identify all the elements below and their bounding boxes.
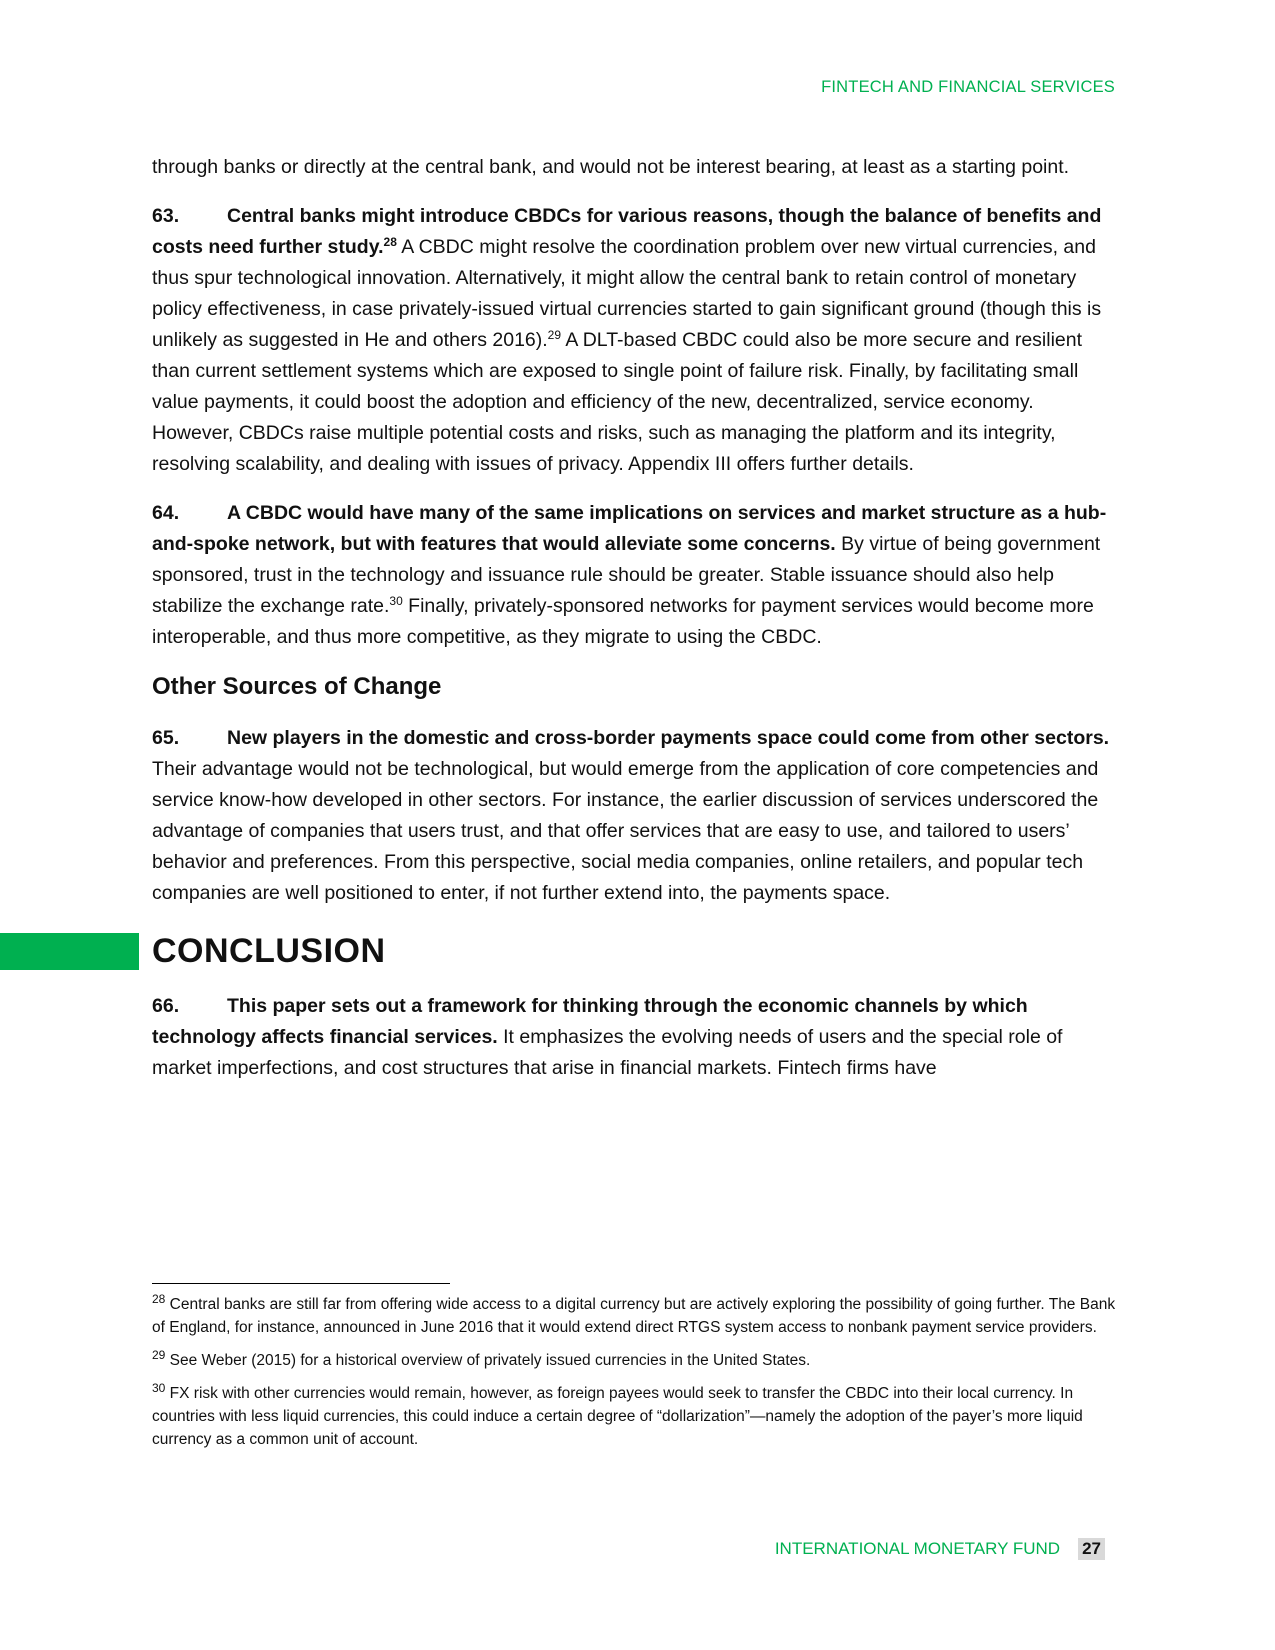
conclusion-heading-block [152, 927, 1115, 975]
paragraph-lead: This paper sets out a framework for thinking through the economic channels by which technology affects financial services. [152, 995, 1028, 1048]
paragraph-lead-text: Central banks might introduce CBDCs for various reasons, though the balance of benefits and costs need further study. [152, 205, 1102, 258]
paragraph-number: 63. [152, 205, 180, 227]
paragraph-text: By virtue of being government sponsored, trust in the technology and issuance rule should be greater. Stable issuance should also help stabilize the exchange rate. [152, 533, 1101, 617]
paragraph-66 [152, 991, 1115, 1084]
footnote-ref-29[interactable]: 29 [547, 328, 562, 342]
section-heading: Other Sources of Change [152, 673, 442, 700]
footnote-ref-28[interactable]: 28 [383, 235, 397, 249]
paragraph-63 [152, 201, 1115, 480]
section-accent-bar [0, 933, 139, 970]
footnote-29 [152, 1349, 1120, 1372]
paragraph-text: Finally, privately-sponsored networks for payment services would become more interoperable, and thus more competitive, as they migrate to using the CBDC. [152, 595, 1094, 648]
paragraph-number: 65. [152, 727, 180, 749]
paragraph-text: It emphasizes the evolving needs of users and the special role of market imperfections, and cost structures that arise in financial markets. Fintech firms have [152, 1026, 1063, 1079]
footnote-28 [152, 1293, 1120, 1339]
footnote-separator [152, 1283, 450, 1284]
paragraph-text: A CBDC might resolve the coordination problem over new virtual currencies, and thus spur technological innovation. Alternatively, it might allow the central bank to retain control of monetary policy effectiveness, in case privately-issued virtual currencies started to gain significant ground (though this is unlikely as suggested in He and others 2016). [152, 236, 1102, 351]
footnote-number: 30 [152, 1381, 166, 1395]
page-number: 27 [1078, 1538, 1105, 1560]
footnote-text: Central banks are still far from offering wide access to a digital currency but are actively exploring the possibility of going further. The Bank of England, for instance, announced in June 2016 that it would extend direct RTGS system access to nonbank payment service providers. [152, 1296, 1116, 1336]
footer-organization: INTERNATIONAL MONETARY FUND [774, 1539, 1061, 1558]
paragraph-number: 66. [152, 995, 180, 1017]
paragraph-number: 64. [152, 502, 180, 524]
footnote-number: 28 [152, 1292, 166, 1306]
footnote-number: 29 [152, 1348, 166, 1362]
paragraph-continued: through banks or directly at the central bank, and would not be interest bearing, at least as a starting point. [152, 156, 1070, 178]
footnotes [152, 1293, 1120, 1461]
paragraph-65 [152, 723, 1115, 909]
footnote-ref-30[interactable]: 30 [389, 594, 403, 608]
paragraph-text: Their advantage would not be technological, but would emerge from the application of core competencies and service know-how developed in other sectors. For instance, the earlier discussion of services underscored the advantage of companies that users trust, and that offer services that are easy to use, and tailored to users’ behavior and preferences. From this perspective, social media companies, online retailers, and popular tech companies are well positioned to enter, if not further extend into, the payments space. [152, 758, 1099, 904]
footnote-30 [152, 1382, 1120, 1451]
paragraph-64 [152, 498, 1115, 653]
footnote-text: See Weber (2015) for a historical overview of privately issued currencies in the United States. [165, 1352, 811, 1369]
main-content [152, 152, 1115, 1102]
page-footer [775, 1538, 1105, 1560]
footnote-text: FX risk with other currencies would remain, however, as foreign payees would seek to transfer the CBDC into their local currency. In countries with less liquid currencies, this could induce a certain degree of “dollarization”—namely the adoption of the payer’s more liquid currency as a common unit of account. [152, 1385, 1083, 1448]
conclusion-heading: CONCLUSION [152, 932, 386, 970]
paragraph-lead: New players in the domestic and cross-border payments space could come from other sectors. [227, 727, 1110, 749]
paragraph-lead: A CBDC would have many of the same implications on services and market structure as a hub-and-spoke network, but with features that would alleviate some concerns. [152, 502, 1107, 555]
paragraph-text: A DLT-based CBDC could also be more secure and resilient than current settlement systems which are exposed to single point of failure risk. Finally, by facilitating small value payments, it could boost the adoption and efficiency of the new, decentralized, service economy. However, CBDCs raise multiple potential costs and risks, such as managing the platform and its integrity, resolving scalability, and dealing with issues of privacy. Appendix III offers further details. [152, 329, 1083, 475]
running-header: FINTECH AND FINANCIAL SERVICES [821, 78, 1115, 96]
